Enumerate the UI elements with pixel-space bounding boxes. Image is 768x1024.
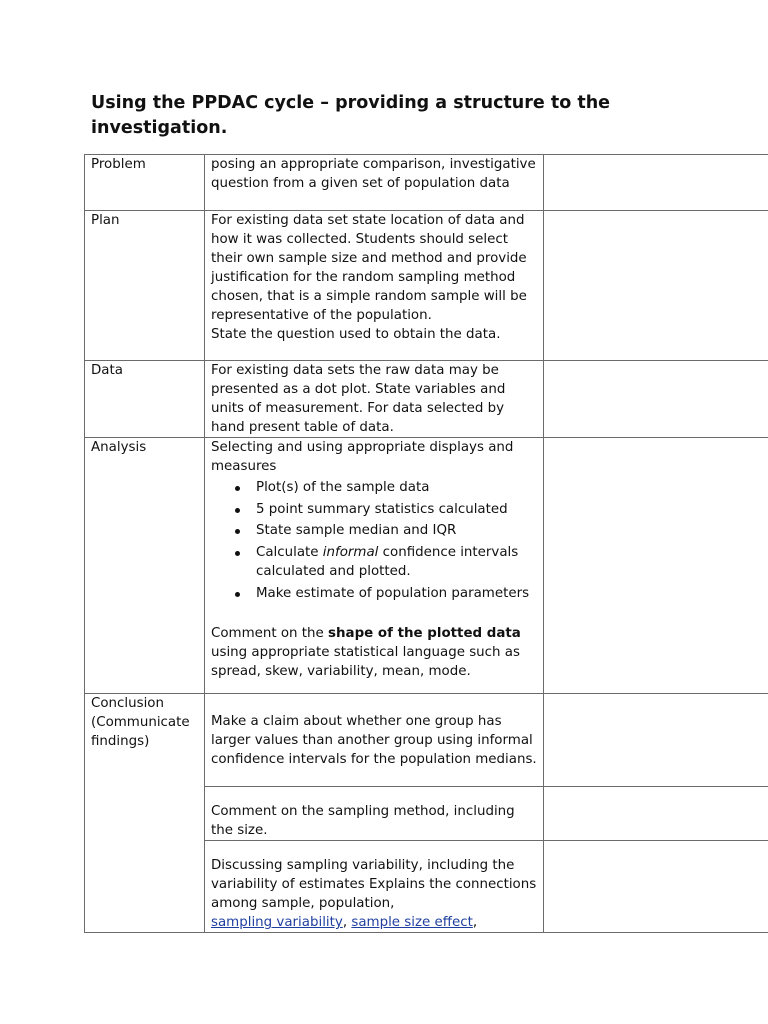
- separator: ,: [342, 915, 348, 930]
- description-conclusion-variability: [205, 841, 544, 933]
- list-item: 5 point summary statistics calculated: [256, 500, 537, 520]
- description-conclusion-sampling: Comment on the sampling method, including the size.: [205, 787, 544, 841]
- comment-text: using appropriate statistical language such as spread, skew, variability, mean, mode.: [211, 645, 520, 679]
- empty-cell-problem: [544, 155, 768, 211]
- empty-cell-data: [544, 361, 768, 438]
- table-row-plan: [85, 211, 768, 361]
- list-item: Plot(s) of the sample data: [256, 478, 537, 498]
- bullet-text: confidence intervals calculated and plotted.: [256, 544, 519, 579]
- stage-label-data: Data: [85, 361, 205, 438]
- list-item: Make estimate of population parameters: [256, 584, 537, 604]
- description-analysis: [205, 438, 544, 694]
- empty-cell-conclusion-variability: [544, 841, 768, 933]
- comment-bold: shape of the plotted data: [328, 626, 521, 641]
- table-row-problem: [85, 155, 768, 211]
- table-row-conclusion-claim: [85, 694, 768, 787]
- bullet-text: Calculate: [256, 544, 323, 560]
- analysis-intro: Selecting and using appropriate displays and measures: [211, 440, 514, 474]
- empty-cell-analysis: [544, 438, 768, 694]
- analysis-bullet-list: [211, 478, 537, 603]
- list-item: State sample median and IQR: [256, 521, 537, 541]
- variability-text: Discussing sampling variability, including the variability of estimates Explains the connections among sample, population,: [211, 858, 537, 911]
- description-problem: posing an appropriate comparison, investigative question from a given set of population data: [205, 155, 544, 211]
- empty-cell-plan: [544, 211, 768, 361]
- empty-cell-conclusion-claim: [544, 694, 768, 787]
- page-title: Using the PPDAC cycle – providing a structure to the investigation.: [91, 93, 611, 138]
- ppdac-table: [84, 154, 768, 933]
- sampling-variability-link[interactable]: sampling variability: [211, 915, 343, 930]
- table-row-data: [85, 361, 768, 438]
- trailing-comma: ,: [472, 915, 478, 930]
- bullet-emphasis: informal: [322, 544, 379, 560]
- plan-question-text: State the question used to obtain the data.: [211, 327, 501, 342]
- stage-label-conclusion: Conclusion (Communicate findings): [85, 694, 205, 933]
- sample-size-effect-link[interactable]: sample size effect: [351, 915, 473, 930]
- empty-cell-conclusion-sampling: [544, 787, 768, 841]
- stage-label-plan: Plan: [85, 211, 205, 361]
- table-row-analysis: [85, 438, 768, 694]
- description-plan: [205, 211, 544, 361]
- description-conclusion-claim: Make a claim about whether one group has larger values than another group using informal confidence intervals for the population medians.: [205, 694, 544, 787]
- analysis-comment: [211, 624, 537, 681]
- description-data: For existing data sets the raw data may be presented as a dot plot. State variables and units of measurement. For data selected by hand present table of data.: [205, 361, 544, 438]
- stage-label-problem: Problem: [85, 155, 205, 211]
- plan-text: For existing data set state location of data and how it was collected. Students should select their own sample size and method and provide justification for the random sampling method chosen, that is a simple random sample will be representative of the population.: [211, 213, 527, 323]
- list-item: [256, 543, 537, 582]
- stage-label-analysis: Analysis: [85, 438, 205, 694]
- comment-text: Comment on the: [211, 626, 329, 641]
